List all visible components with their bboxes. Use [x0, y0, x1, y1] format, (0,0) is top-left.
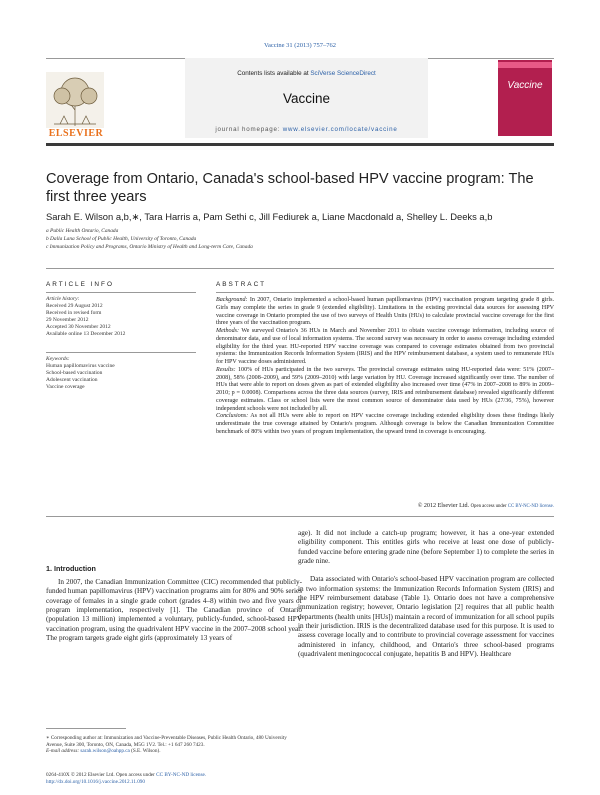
keywords-block	[46, 356, 196, 391]
page-footer	[46, 772, 346, 785]
abstract-body	[216, 297, 554, 437]
cover-title: Vaccine	[507, 80, 543, 91]
info-divider	[46, 352, 196, 353]
author-list: Sarah E. Wilson a,b,∗, Tara Harris a, Pam Sethi c, Jill Fediurek a, Liane Macdonald a, Shelley L. Deeks a,b	[46, 211, 493, 222]
abstract-methods: Methods: We surveyed Ontario's 36 HUs in March and November 2011 to obtain vaccine coverage information, including source of denominator data, and use of local information systems. The second survey was necessary in order to assess coverage including extended eligibility for the third year. HU-reported HPV vaccine coverage was compared to coverage estimates obtained from two provincial systems: the Immunization Records Information System (IRIS) and the HPV reimbursement database, a system used to remunerate HUs for HPV vaccine doses administered.	[216, 328, 554, 365]
intro-left-column	[46, 578, 302, 643]
history-line: 29 November 2012	[46, 317, 89, 323]
keyword: Human papillomavirus vaccine	[46, 363, 115, 369]
divider	[46, 268, 554, 269]
contents-available-line	[185, 70, 428, 77]
abstract-divider	[216, 292, 554, 293]
article-title: Coverage from Ontario, Canada's school-based HPV vaccine program: The first three years	[46, 171, 534, 205]
history-label: Article history:	[46, 296, 80, 302]
divider	[46, 516, 554, 517]
article-history	[46, 296, 196, 338]
corresponding-author-footnote	[46, 735, 302, 755]
abstract-copyright: © 2012 Elsevier Ltd. Open access under CC BY-NC-ND license.	[417, 503, 554, 509]
sciencedirect-link[interactable]: SciVerse ScienceDirect	[310, 70, 376, 77]
abstract-background: Background: In 2007, Ontario implemented a school-based human papillomavirus (HPV) vaccination program targeting grade 8 girls. Girls may complete the series in grade 9 (extended eligibility). Limitations in the existing provincial data sources for assessing HPV vaccine coverage in Ontario prompted the use of two surveys of Health Units (HUs) to calculate provincial vaccine coverage for the first three years of the vaccination program.	[216, 297, 554, 327]
history-line: Accepted 30 November 2012	[46, 324, 111, 330]
keyword: Vaccine coverage	[46, 384, 85, 390]
doi-link[interactable]: http://dx.doi.org/10.1016/j.vaccine.2012.11.090	[46, 778, 145, 785]
history-line: Available online 13 December 2012	[46, 331, 126, 337]
abstract-label: ABSTRACT	[216, 281, 267, 288]
intro-right-column	[298, 529, 554, 659]
homepage-prefix: journal homepage:	[215, 126, 283, 133]
elsevier-tree-logo	[46, 72, 104, 134]
abstract-conclusions: Conclusions: As not all HUs were able to report on HPV vaccine coverage including extended eligibility doses these findings likely underestimate the true coverage attained by Ontario's program. Although coverage is below the Canadian Immunization Committee benchmark of 80% within two years of program implementation, the upward trend in coverage is encouraging.	[216, 413, 554, 435]
journal-homepage-line	[185, 126, 428, 133]
journal-name[interactable]: Vaccine	[282, 91, 331, 106]
affiliation-c: c Immunization Policy and Programs, Ontario Ministry of Health and Long-term Care, Canada	[46, 244, 253, 250]
affiliation-a: a Public Health Ontario, Canada	[46, 228, 119, 234]
contents-prefix: Contents lists available at	[237, 70, 311, 77]
email-link[interactable]: sarah.wilson@oahpp.ca	[80, 748, 130, 755]
email-line: E-mail address: sarah.wilson@oahpp.ca (S.E. Wilson).	[46, 748, 161, 755]
footnote-text: ∗ Corresponding author at: Immunization and Vaccine-Preventable Diseases, Public Health Ontario, 480 University Avenue, Suite 300, Toronto, ON, Canada, M5G 1V2. Tel.: +1 647 260 7423.	[46, 735, 287, 748]
keyword: Adolescent vaccination	[46, 377, 98, 383]
keywords-label: Keywords:	[46, 356, 70, 362]
paragraph: In 2007, the Canadian Immunization Committee (CIC) recommended that publicly-funded human papillomavirus (HPV) vaccination programs aim for 80% and 90% series coverage of females in a single grade cohort (grades 4–8) within two and five years of program implementation, respectively [1]. The Canadian province of Ontario (population 13 million) implemented a voluntary, publicly-funded, school-based HPV vaccination program, using the quadrivalent HPV vaccine in the 2007–2008 school year. The program targets grade eight girls (approximately 13 years of	[46, 578, 302, 643]
license-link[interactable]: CC BY-NC-ND license.	[507, 504, 554, 509]
affiliation-b: b Dalla Lana School of Public Health, University of Toronto, Canada	[46, 236, 197, 242]
paragraph: age). It did not include a catch-up program; however, it has a one-year extended eligibility component. This entitles girls who receive at least one dose of publicly-funded vaccine before entering grade nine (before September 1) to complete the series in grade nine.	[298, 529, 554, 566]
homepage-link[interactable]: www.elsevier.com/locate/vaccine	[282, 126, 398, 133]
journal-citation[interactable]: Vaccine 31 (2013) 757–762	[263, 42, 337, 49]
keyword: School-based vaccination	[46, 370, 103, 376]
info-divider	[46, 292, 196, 293]
footer-license-link[interactable]: CC BY-NC-ND license.	[156, 772, 207, 778]
abstract-results: Results: 100% of HUs participated in the two surveys. The provincial coverage estimates using HU-reported data were: 51% (2007–2008), 58% (2008–2009), and 59% (2009–2010) with large variation by HU. Coverage increased significantly over time. The number of HUs that were able to report on doses given as part of extended eligibility also increased over time (47% in 2007–2008 to 89% in 2009–2010; p = 0.0008). Comparisons across the three data sources (survey, IRIS and reimbursement database) revealed significantly different coverage estimates. Class or school lists were the most common source of denominator data used by HUs (27/36, 75%), however independent schools were not included by all.	[216, 366, 554, 412]
section-heading: 1. Introduction	[46, 564, 96, 573]
publisher-logo-text[interactable]: ELSEVIER	[48, 128, 104, 139]
cover-top-band	[498, 62, 552, 68]
journal-cover-thumbnail[interactable]	[498, 60, 552, 136]
footnote-rule	[46, 728, 126, 729]
history-line: Received 29 August 2012	[46, 303, 103, 309]
issn-line: 0264-410X © 2012 Elsevier Ltd. Open access under CC BY-NC-ND license.	[46, 772, 207, 778]
history-line: Received in revised form	[46, 310, 102, 316]
paragraph: Data associated with Ontario's school-based HPV vaccination program are collected in two information systems: the Immunization Records Information System (IRIS) and the HPV reimbursement database (Table 1). Ontario does not have a comprehensive immunization registry; however, Ontario legislation [2] requires that all public health departments (health units [HUs]) maintain a record of immunization for all school pupils in their jurisdiction. IRIS is the decentralized database used for this purpose. It is used to assess coverage locally and to contribute to provincial coverage assessment for vaccines administered in infancy, childhood, and Ontario's three school-based programs (quadrivalent meningococcal conjugate, hepatitis B and HPV). Healthcare	[298, 575, 554, 659]
article-info-label: ARTICLE INFO	[46, 281, 114, 288]
